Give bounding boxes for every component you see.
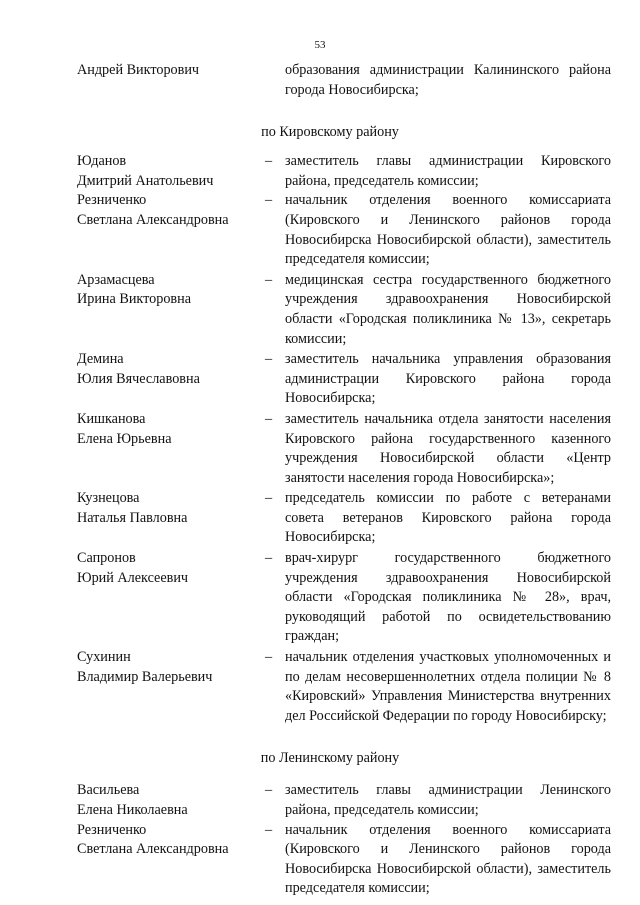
member-role: начальник отделения участковых уполномоченных и по делам несовершеннолетних отдела полиции № 8 «Кировский» Управления Министерства внутренних дел Российской Федерации по городу Новосибирску; (285, 649, 611, 724)
dash: – (265, 821, 273, 838)
member-name-line: Андрей Викторович (77, 62, 200, 78)
member-role: начальник отделения военного комиссариата (Кировского и Ленинского районов города Новосибирска Новосибирской области), заместитель председателя комиссии; (285, 192, 611, 268)
member-surname: Кузнецова (77, 490, 140, 507)
member-given-names: Ирина Викторовна (77, 291, 192, 308)
member-role: заместитель начальника отдела занятости населения Кировского района государственного казенного учреждения Новосибирской области «Центр занятости населения города Новосибирска»; (285, 410, 611, 486)
dash: – (265, 351, 273, 368)
member-surname: Васильева (77, 782, 140, 799)
member-role: председатель комиссии по работе с ветеранами совета ветеранов Кировского района города Новосибирска; (285, 490, 611, 546)
member-surname: Сапронов (77, 550, 136, 567)
dash: – (265, 153, 273, 170)
top-entry (77, 61, 611, 100)
member-entry (77, 350, 611, 409)
dash: – (265, 782, 273, 799)
member-names (77, 781, 265, 820)
member-names (77, 191, 265, 269)
member-names (77, 549, 265, 647)
member-surname: Сухинин (77, 649, 131, 666)
member-role: начальник отделения военного комиссариата (Кировского и Ленинского районов города Новосибирска Новосибирской области), заместитель председателя комиссии; (285, 821, 611, 897)
member-names (77, 152, 265, 191)
section-leninsky (0, 781, 640, 899)
member-role: образования администрации Калининского района города Новосибирска; (285, 62, 611, 98)
member-entry (77, 271, 611, 349)
member-entry (77, 410, 611, 488)
member-entry (77, 648, 611, 726)
member-given-names: Наталья Павловна (77, 509, 188, 526)
member-surname: Демина (77, 351, 124, 368)
member-surname: Юданов (77, 153, 127, 170)
member-entry (77, 549, 611, 647)
member-given-names: Елена Николаевна (77, 802, 188, 818)
dash: – (265, 649, 273, 666)
dash: – (265, 490, 273, 507)
member-entry (77, 191, 611, 269)
member-role: заместитель начальника управления образования администрации Кировского района города Новосибирска; (285, 351, 611, 407)
member-given-names: Светлана Александровна (77, 211, 229, 228)
page-number: 53 (314, 39, 326, 51)
member-given-names: Юлия Вячеславовна (77, 370, 200, 387)
member-names (77, 648, 265, 726)
member-given-names: Юрий Алексеевич (77, 569, 189, 586)
member-names (77, 489, 265, 548)
dash: – (265, 410, 273, 427)
member-surname: Резниченко (77, 192, 147, 209)
dash: – (265, 550, 273, 567)
member-given-names: Светлана Александровна (77, 841, 229, 858)
member-surname: Резниченко (77, 821, 147, 838)
member-role: врач-хирург государственного бюджетного учреждения здравоохранения Новосибирской области «Городская поликлиника № 28», врач, руководящий работой по освидетельствованию граждан; (285, 550, 611, 645)
dash-spacer (265, 61, 285, 100)
member-surname: Кишканова (77, 410, 146, 427)
member-names (77, 350, 265, 409)
member-names (77, 271, 265, 349)
member-given-names: Владимир Валерьевич (77, 668, 213, 685)
member-names (77, 410, 265, 488)
member-role: заместитель главы администрации Ленинского района, председатель комиссии; (285, 782, 611, 818)
member-entry (77, 821, 611, 899)
member-surname: Арзамасцева (77, 271, 155, 288)
dash: – (265, 192, 273, 209)
section-kirovsky (0, 152, 640, 726)
member-entry (77, 489, 611, 548)
member-given-names: Дмитрий Анатольевич (77, 172, 214, 189)
member-names (77, 821, 265, 899)
member-entry (77, 781, 611, 820)
member-role: медицинская сестра государственного бюджетного учреждения здравоохранения Новосибирской области «Городская поликлиника № 13», секретарь комиссии; (285, 271, 611, 347)
member-names (77, 61, 265, 100)
member-role: заместитель главы администрации Кировского района, председатель комиссии; (285, 153, 611, 189)
dash: – (265, 271, 273, 288)
section-title-leninsky: по Ленинскому району (260, 750, 400, 767)
member-entry (77, 152, 611, 191)
member-given-names: Елена Юрьевна (77, 430, 172, 447)
section-title-kirovsky: по Кировскому району (261, 124, 399, 141)
